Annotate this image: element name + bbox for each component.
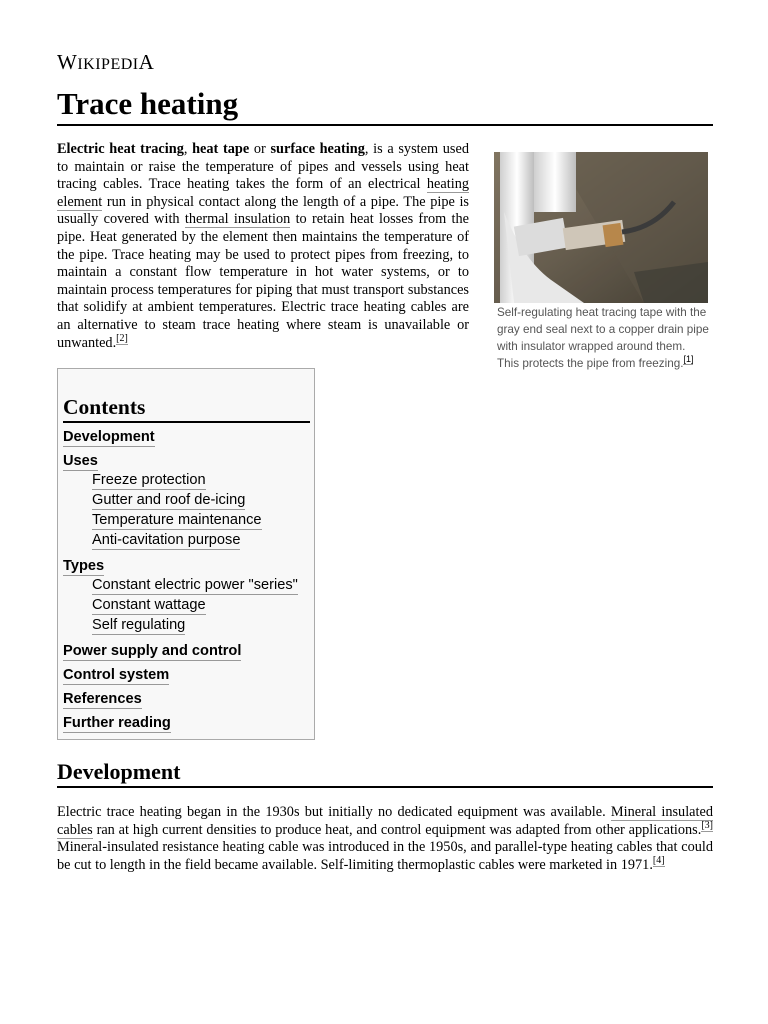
figure-caption — [497, 304, 709, 372]
toc-title: Contents — [63, 393, 310, 423]
wordmark-final: A — [138, 50, 155, 74]
toc-item-power-supply-and-control[interactable]: Power supply and control — [63, 643, 242, 659]
lead-text: run in physical contact along the length of a pipe. The pipe is usually covered with — [57, 193, 469, 228]
caption-reference-link[interactable]: [1] — [683, 354, 694, 365]
wordmark-initial: W — [57, 50, 78, 74]
section-heading-development: Development — [57, 758, 713, 788]
lead-reference[interactable] — [116, 333, 128, 345]
lead-text: , — [183, 141, 193, 157]
toc-item-uses[interactable]: Uses — [63, 453, 98, 469]
development-text: ran at high current densities to produce heat, and control equipment was adapted from other applications. — [92, 821, 702, 838]
lead-bold-term: Electric heat tracing — [57, 141, 184, 157]
development-link[interactable]: Mineral insulated cables — [57, 804, 713, 838]
development-reference-link[interactable]: [4] — [652, 855, 665, 867]
development-reference[interactable] — [701, 820, 713, 832]
toc-item-temperature-maintenance[interactable]: Temperature maintenance — [92, 512, 262, 528]
table-of-contents — [57, 368, 315, 740]
toc-item-types[interactable]: Types — [63, 558, 105, 574]
wikipedia-wordmark[interactable] — [57, 50, 154, 75]
wordmark-middle: IKIPEDI — [77, 56, 139, 73]
lead-bold-term: heat tape — [192, 141, 250, 157]
development-text: Mineral-insulated resistance heating cable was introduced in the 1950s, and parallel-type heating cables that could be cut to length in the field became available. Self-limiting thermoplastic cables were marketed in 1971. — [57, 839, 713, 873]
toc-item-control-system[interactable]: Control system — [63, 667, 170, 683]
lead-text: to retain heat losses from the pipe. Heat generated by the element then maintains the temperature of the pipe. Trace heating may be used to protect pipes from freezing, to maintain a constant flow temperature in hot water systems, or to maintain process temperatures for piping that must transport substances that solidify at ambient temperatures. Electric trace heating cables are an alternative to steam trace heating where steam is unavailable or unwanted. — [57, 211, 469, 351]
page-title: Trace heating — [57, 84, 713, 126]
development-paragraph — [57, 804, 713, 874]
caption-reference[interactable] — [683, 354, 693, 365]
toc-item-references[interactable]: References — [63, 691, 142, 707]
caption-text: Self-regulating heat tracing tape with the gray end seal next to a copper drain pipe with insulator wrapped around them. This protects the pipe from freezing. — [497, 306, 709, 370]
toc-item-freeze-protection[interactable]: Freeze protection — [92, 472, 206, 488]
toc-item-constant-electric-power-series[interactable]: Constant electric power "series" — [92, 577, 298, 593]
lead-paragraph — [57, 141, 469, 352]
heat-tracing-photo[interactable] — [494, 152, 708, 303]
lead-link[interactable]: thermal insulation — [184, 211, 291, 228]
infobox-figure — [494, 152, 709, 372]
toc-item-anti-cavitation-purpose[interactable]: Anti-cavitation purpose — [92, 532, 241, 548]
lead-text: or — [249, 141, 271, 157]
lead-bold-term: surface heating — [270, 141, 365, 157]
toc-item-further-reading[interactable]: Further reading — [63, 715, 171, 731]
development-reference-link[interactable]: [3] — [701, 819, 713, 831]
toc-item-self-regulating[interactable]: Self regulating — [92, 617, 186, 633]
lead-text: , is a system used to maintain or raise the temperature of pipes and vessels using heat tracing cables. Trace heating takes the form of an electrical — [57, 141, 469, 193]
lead-reference-link[interactable]: [2] — [116, 332, 128, 344]
toc-item-gutter-and-roof-de-icing[interactable]: Gutter and roof de-icing — [92, 492, 246, 508]
toc-item-constant-wattage[interactable]: Constant wattage — [92, 597, 206, 613]
lead-link[interactable]: heating element — [57, 176, 469, 210]
development-text: Electric trace heating began in the 1930s but initially no dedicated equipment was available. — [57, 804, 611, 820]
development-reference[interactable] — [653, 855, 665, 867]
toc-item-development[interactable]: Development — [63, 429, 155, 445]
